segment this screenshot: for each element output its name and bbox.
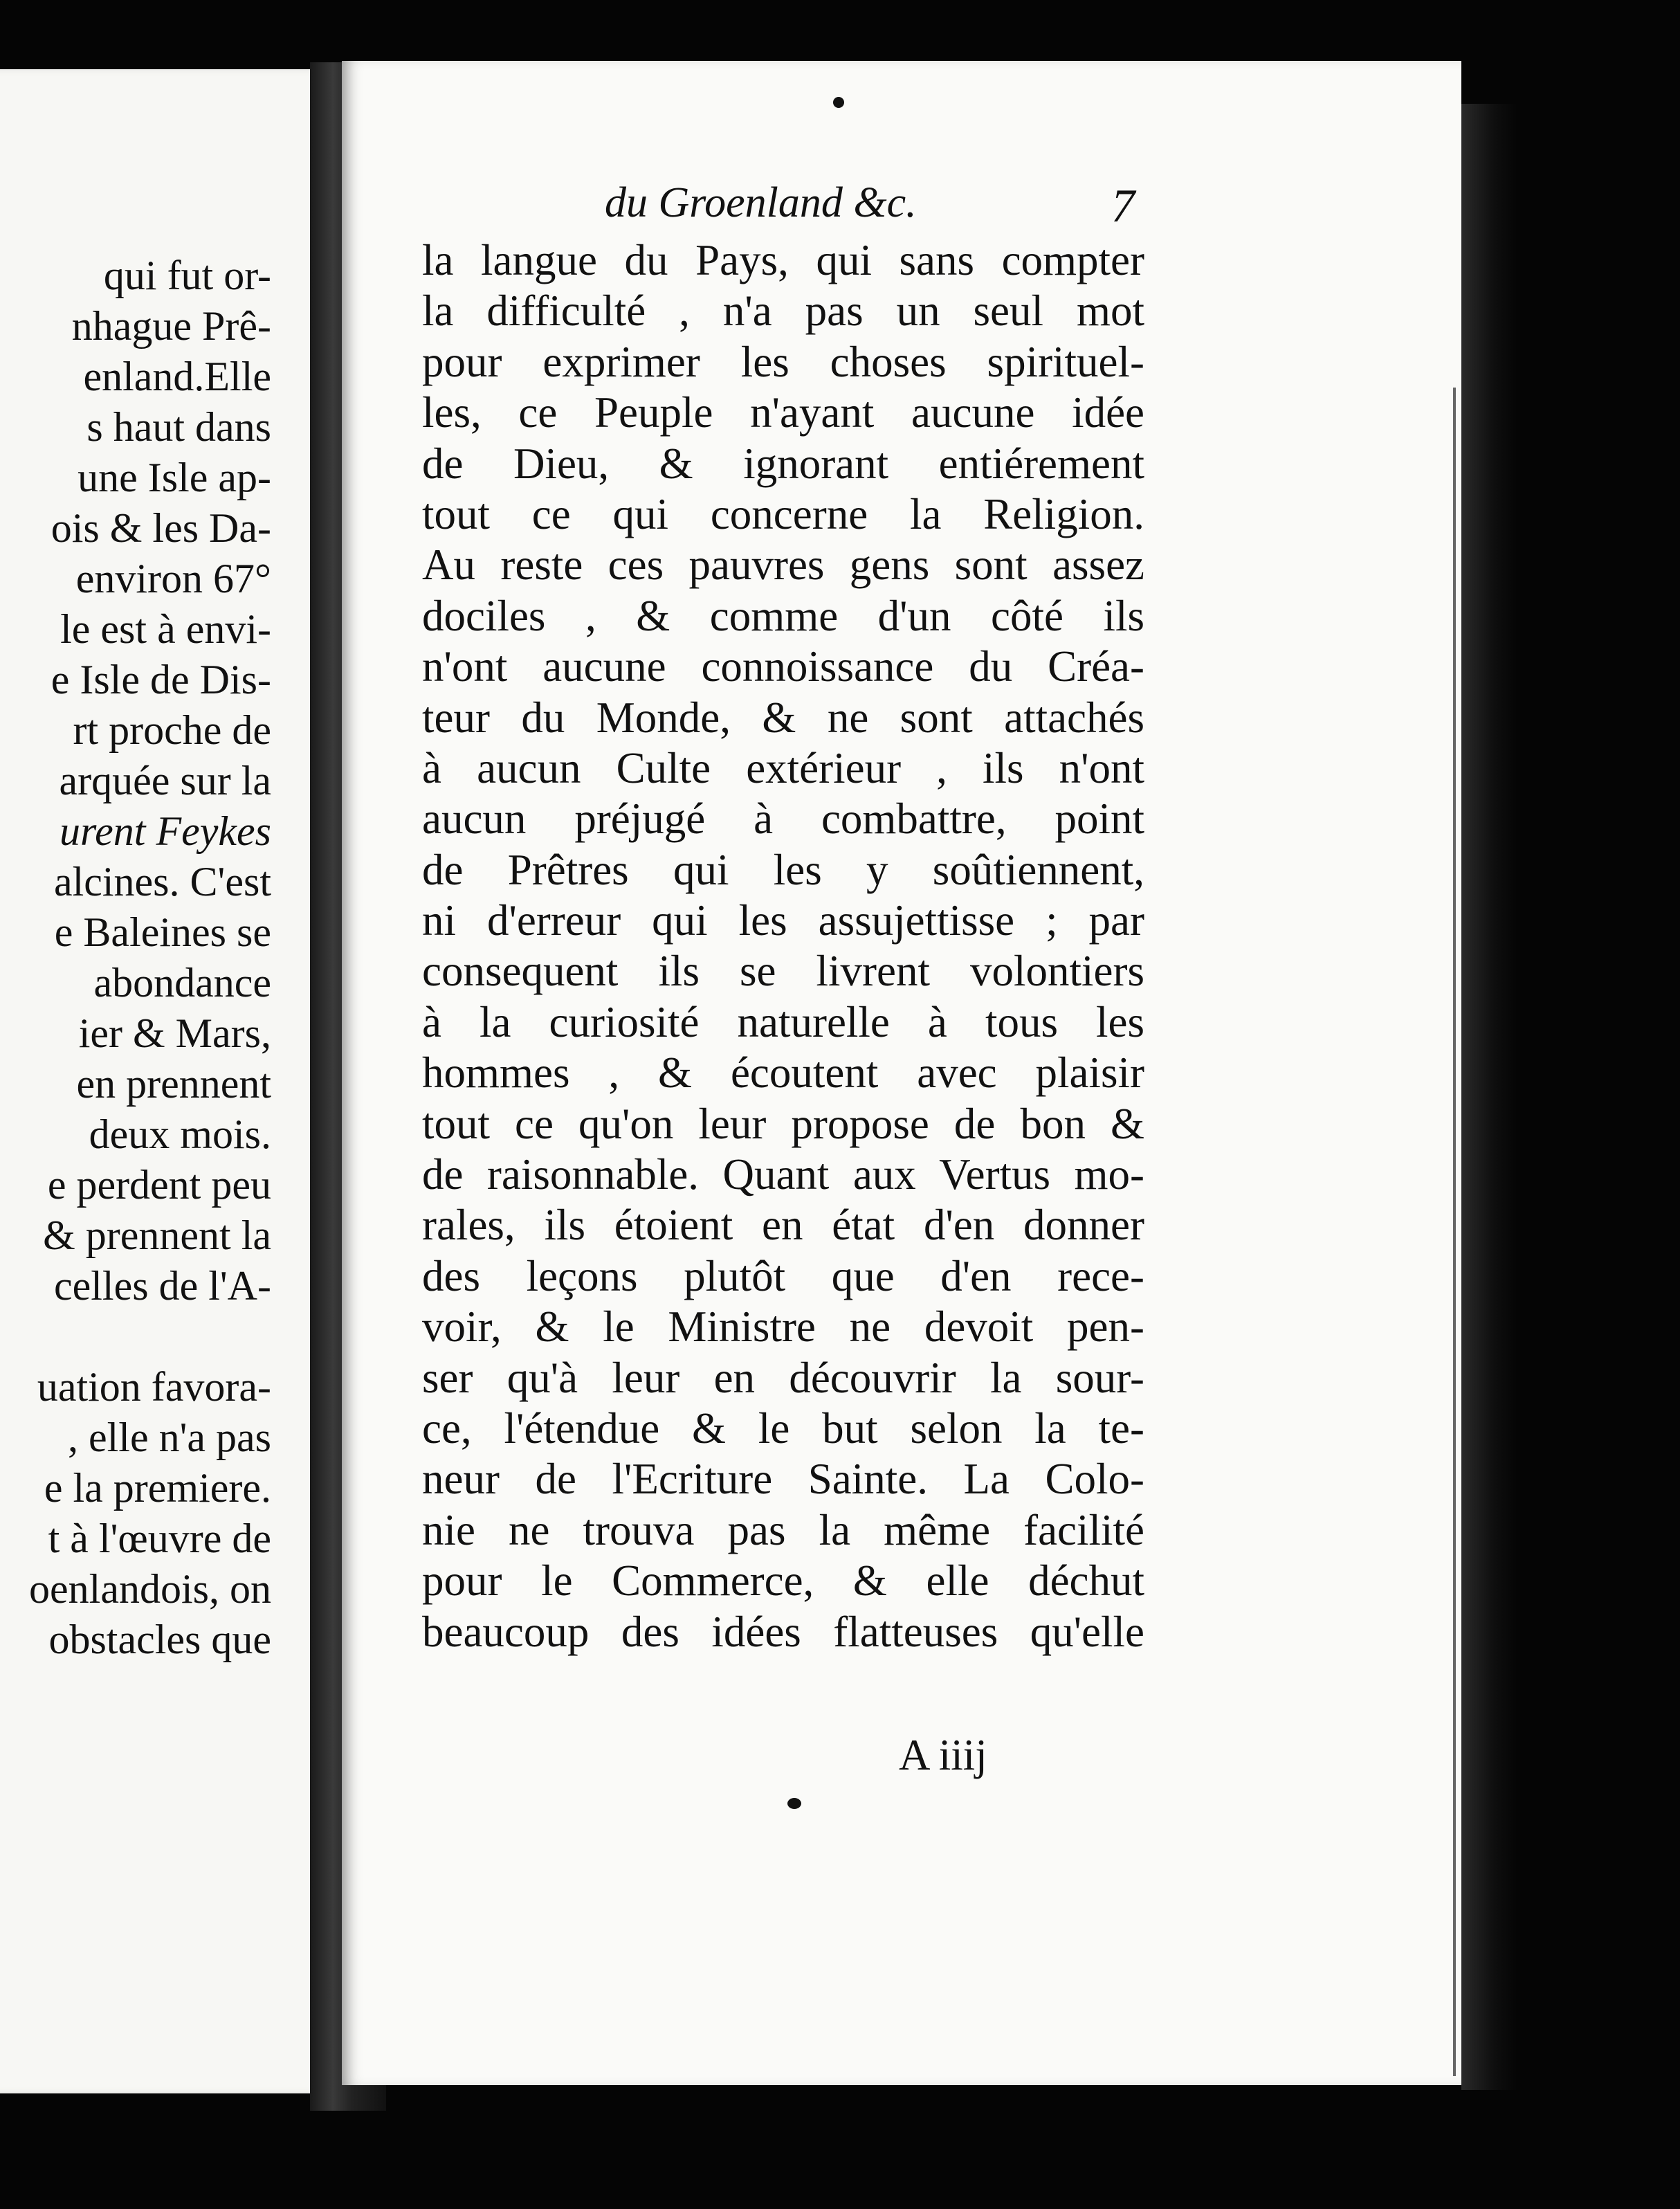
text-line: neur de l'Ecriture Sainte. La Colo- xyxy=(422,1455,1144,1504)
text-line-content: uation favora- xyxy=(37,1364,271,1410)
text-line: & prennent la xyxy=(43,1212,271,1258)
text-line: e Baleines se xyxy=(54,909,271,955)
text-line: ier & Mars, xyxy=(78,1010,271,1056)
text-line: en prennent xyxy=(76,1061,271,1107)
text-line: s haut dans xyxy=(86,404,271,450)
text-line: voir, & le Ministre ne devoit pen- xyxy=(422,1302,1144,1352)
text-line: beaucoup des idées flatteuses qu'elle xyxy=(422,1607,1144,1656)
text-line: nhague Prê- xyxy=(71,303,271,349)
text-line: obstacles que xyxy=(48,1617,271,1662)
book-edge xyxy=(1461,104,1517,2090)
text-line: deux mois. xyxy=(89,1111,271,1157)
text-line: environ 67° xyxy=(75,556,271,601)
text-line: pour le Commerce, & elle déchut xyxy=(422,1556,1144,1606)
text-line: consequent ils se livrent volontiers xyxy=(422,947,1144,996)
text-line: Au reste ces pauvres gens sont assez xyxy=(422,540,1144,590)
text-line: tout ce qu'on leur propose de bon & xyxy=(422,1099,1144,1148)
text-line: ser qu'à leur en découvrir la sour- xyxy=(422,1353,1144,1402)
text-line: , elle n'a pas xyxy=(67,1415,271,1460)
text-line: n'ont aucune connoissance du Créa- xyxy=(422,642,1144,691)
text-line: de raisonnable. Quant aux Vertus mo- xyxy=(422,1150,1144,1199)
text-line: de Prêtres qui les y soûtiennent, xyxy=(422,845,1144,894)
text-line: le est à envi- xyxy=(60,606,271,652)
text-line: arquée sur la xyxy=(59,758,271,803)
text-line: oenlandois, on xyxy=(29,1566,271,1612)
text-line: hommes , & écoutent avec plaisir xyxy=(422,1048,1144,1098)
text-line: urent Feykes xyxy=(60,808,271,854)
text-line: pour exprimer les choses spirituel- xyxy=(422,337,1144,386)
left-page-text xyxy=(0,251,271,1665)
text-line: e perdent peu xyxy=(47,1162,271,1208)
text-line: ce, l'étendue & le but selon la te- xyxy=(422,1403,1144,1453)
text-line: ni d'erreur qui les assujettisse ; par xyxy=(422,896,1144,945)
text-line: aucun préjugé à combattre, point xyxy=(422,794,1144,844)
text-line: des leçons plutôt que d'en rece- xyxy=(422,1251,1144,1300)
text-line xyxy=(0,1311,271,1412)
text-line: de Dieu, & ignorant entiérement xyxy=(422,439,1144,488)
text-line: tout ce qui concerne la Religion. xyxy=(422,489,1144,538)
page-edge-line xyxy=(1453,388,1456,2076)
text-line: rales, ils étoient en état d'en donner xyxy=(422,1201,1144,1250)
right-page-text xyxy=(422,235,1144,1657)
running-head: du Groenland &c. xyxy=(605,179,917,226)
text-line: nie ne trouva pas la même facilité xyxy=(422,1505,1144,1554)
text-line: une Isle ap- xyxy=(77,455,271,500)
text-line: e la premiere. xyxy=(44,1465,271,1511)
text-line: les, ce Peuple n'ayant aucune idée xyxy=(422,388,1144,437)
text-line: ois & les Da- xyxy=(51,505,271,551)
text-line: rt proche de xyxy=(73,707,271,753)
signature-mark: A iiij xyxy=(899,1731,987,1779)
ink-speck xyxy=(833,97,844,108)
text-line: qui fut or- xyxy=(103,253,271,298)
text-line: à aucun Culte extérieur , ils n'ont xyxy=(422,743,1144,792)
text-line: abondance xyxy=(93,960,271,1006)
text-line: enland.Elle xyxy=(83,354,271,399)
text-line: dociles , & comme d'un côté ils xyxy=(422,591,1144,640)
text-line: celles de l'A- xyxy=(53,1263,271,1309)
ink-speck xyxy=(787,1798,801,1809)
left-page xyxy=(0,69,354,2093)
text-line: la langue du Pays, qui sans compter xyxy=(422,236,1144,284)
text-line: la difficulté , n'a pas un seul mot xyxy=(422,287,1144,336)
text-line: alcines. C'est xyxy=(53,859,271,904)
right-page xyxy=(342,61,1461,2085)
text-line: e Isle de Dis- xyxy=(51,657,271,702)
page-number: 7 xyxy=(1111,179,1135,232)
text-line: teur du Monde, & ne sont attachés xyxy=(422,693,1144,742)
text-line: t à l'œuvre de xyxy=(48,1516,271,1561)
text-line: à la curiosité naturelle à tous les xyxy=(422,997,1144,1046)
